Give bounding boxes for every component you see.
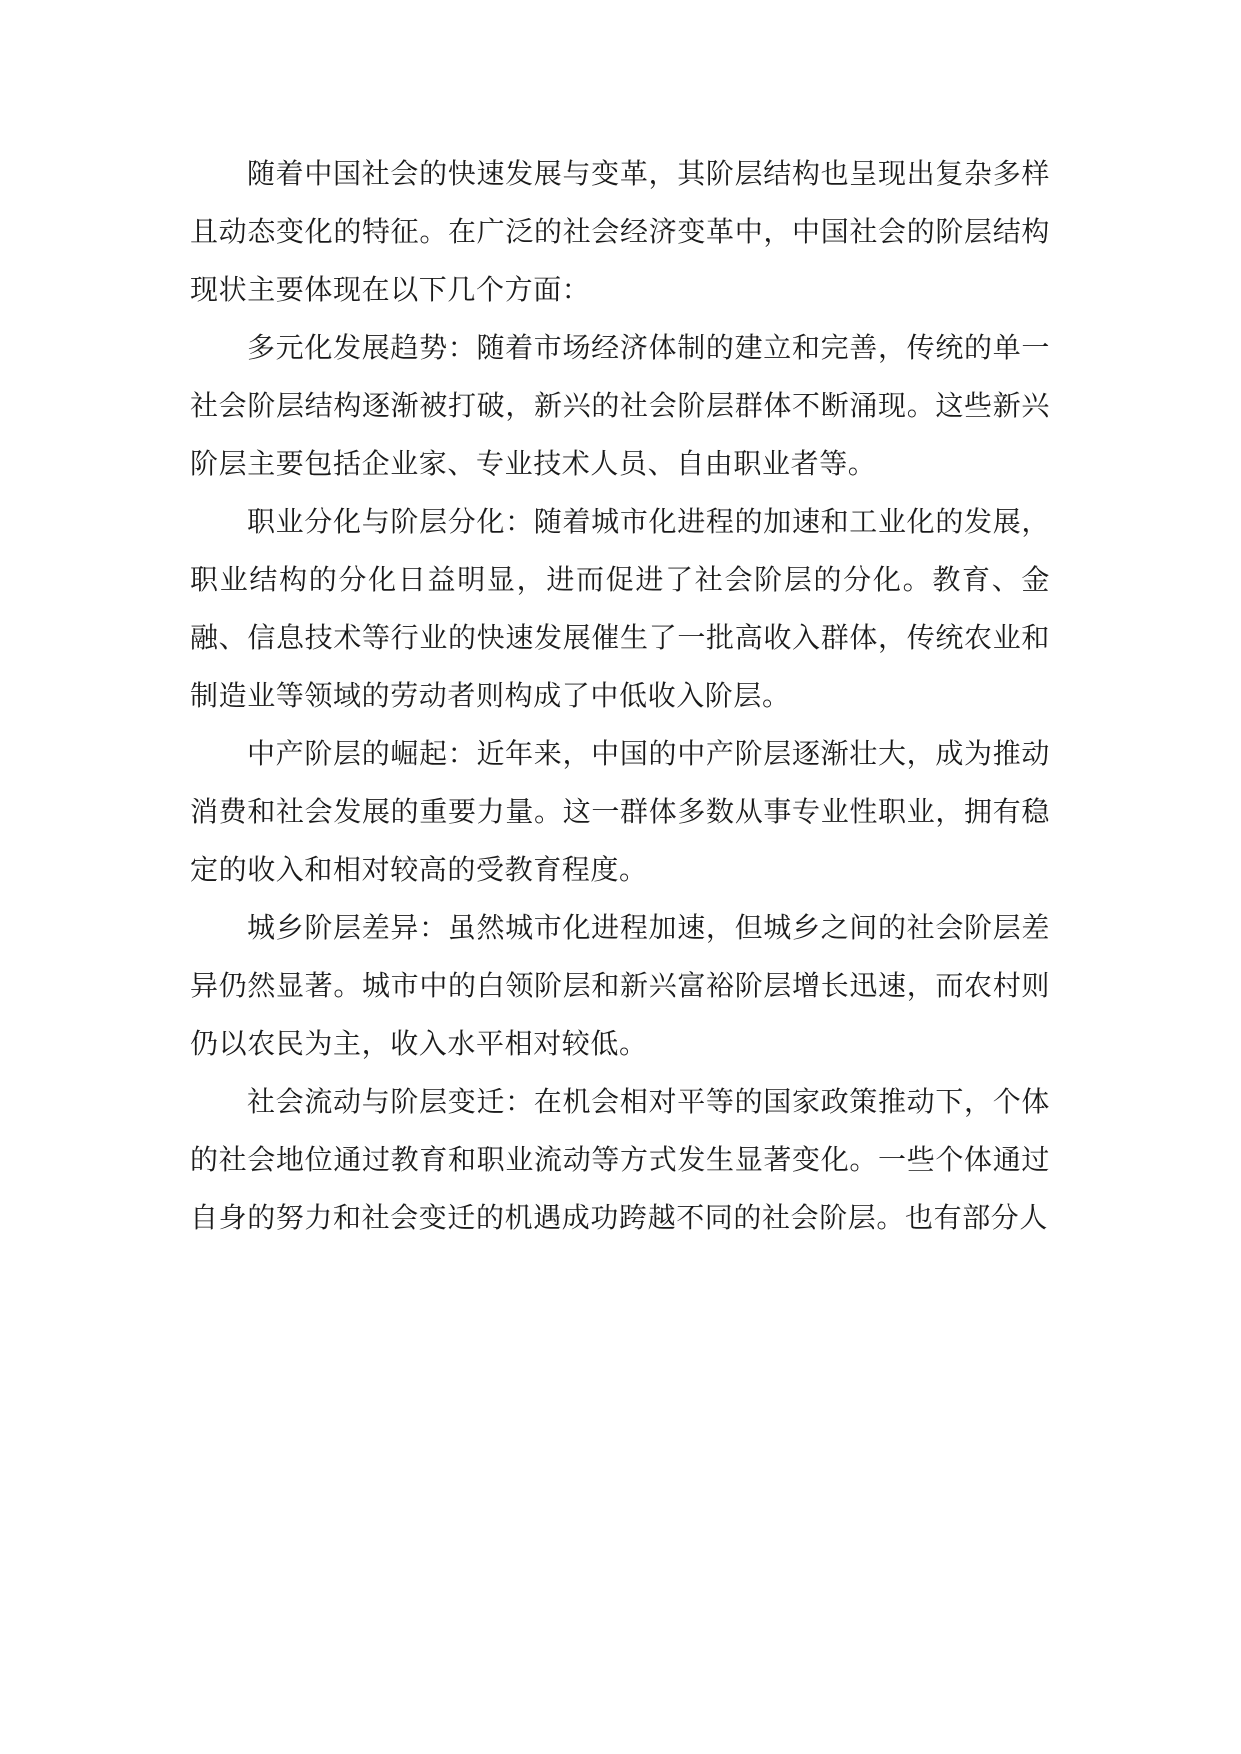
paragraph-diversification: 多元化发展趋势：随着市场经济体制的建立和完善，传统的单一社会阶层结构逐渐被打破，新兴的社会阶层群体不断涌现。这些新兴阶层主要包括企业家、专业技术人员、自由职业者等。 <box>190 331 1050 480</box>
paragraph-urban-rural: 城乡阶层差异：虽然城市化进程加速，但城乡之间的社会阶层差异仍然显著。城市中的白领阶层和新兴富裕阶层增长迅速，而农村则仍以农民为主，收入水平相对较低。 <box>190 911 1050 1060</box>
paragraph-social-mobility: 社会流动与阶层变迁：在机会相对平等的国家政策推动下，个体的社会地位通过教育和职业流动等方式发生显著变化。一些个体通过自身的努力和社会变迁的机遇成功跨越不同的社会阶层。也有部分人 <box>190 1085 1050 1234</box>
paragraph-intro: 随着中国社会的快速发展与变革，其阶层结构也呈现出复杂多样且动态变化的特征。在广泛的社会经济变革中，中国社会的阶层结构现状主要体现在以下几个方面： <box>190 157 1050 306</box>
paragraph-occupational-differentiation: 职业分化与阶层分化：随着城市化进程的加速和工业化的发展，职业结构的分化日益明显，进而促进了社会阶层的分化。教育、金融、信息技术等行业的快速发展催生了一批高收入群体，传统农业和制造业等领域的劳动者则构成了中低收入阶层。 <box>190 505 1050 712</box>
paragraph-middle-class: 中产阶层的崛起：近年来，中国的中产阶层逐渐壮大，成为推动消费和社会发展的重要力量。这一群体多数从事专业性职业，拥有稳定的收入和相对较高的受教育程度。 <box>190 737 1050 886</box>
document-body <box>190 145 1050 1247</box>
